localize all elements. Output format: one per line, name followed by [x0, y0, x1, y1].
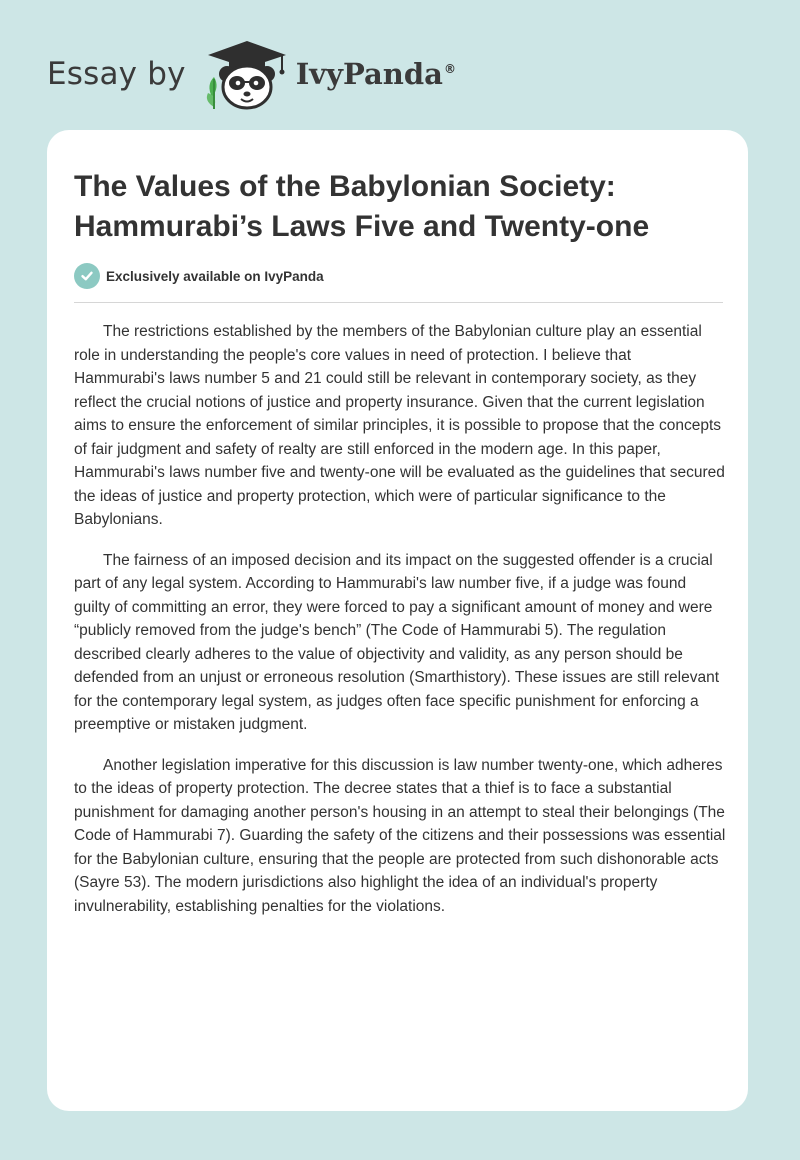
- brand-header: [47, 34, 456, 114]
- brand-name: [296, 57, 456, 91]
- essay-body: [74, 320, 726, 935]
- check-icon: [74, 263, 100, 289]
- paragraph: Another legislation imperative for this discussion is law number twenty-one, which adheres to the ideas of property protection. The decree states that a thief is to face a substantial punishment for damaging another person's housing in an attempt to steal their belongings (The Code of Hammurabi 7). Guarding the safety of the citizens and their possessions was essential for the Babylonian culture, ensuring that the people are protected from such dishonorable acts (Sayre 53). The modern jurisdictions also highlight the idea of an individual's property invulnerability, establishing penalties for the violations.: [74, 756, 726, 915]
- panda-graduate-icon: [202, 37, 292, 111]
- paragraph: The fairness of an imposed decision and its impact on the suggested offender is a crucial part of any legal system. According to Hammurabi's law number five, if a judge was found guilty of committing an error, they were forced to pay a significant amount of money and were “publicly removed from the judge's bench” (The Code of Hammurabi 5). The regulation described clearly adheres to the value of objectivity and validity, as any person should be defended from an unjust or erroneous resolution (Smarthistory). These issues are still relevant for the contemporary legal system, as judges often face specific punishment for enforcing a preemptive or mistaken judgment.: [74, 551, 719, 733]
- essay-title: The Values of the Babylonian Society: Hammurabi’s Laws Five and Twenty-one: [74, 170, 650, 243]
- brand-name-text: IvyPanda: [295, 57, 443, 91]
- paragraph: The restrictions established by the members of the Babylonian culture play an essential role in understanding the people's core values in need of protection. I believe that Hammurabi's laws number 5 and 21 could still be relevant in contemporary society, as they reflect the crucial notions of justice and property insurance. Given that the current legislation aims to ensure the enforcement of similar principles, it is possible to propose that the concepts of fair judgment and safety of realty are still enforced in the modern age. In this paper, Hammurabi's laws number five and twenty-one will be evaluated as the guidelines that secured the ideas of justice and property protection, which were of particular significance to the Babylonians.: [74, 323, 725, 528]
- brand-prefix: Essay by: [47, 56, 186, 92]
- registered-mark: ®: [443, 62, 456, 77]
- exclusive-badge: [74, 263, 324, 289]
- badge-label: Exclusively available on IvyPanda: [106, 268, 324, 284]
- essay-card: [47, 130, 748, 1111]
- divider: [74, 302, 723, 303]
